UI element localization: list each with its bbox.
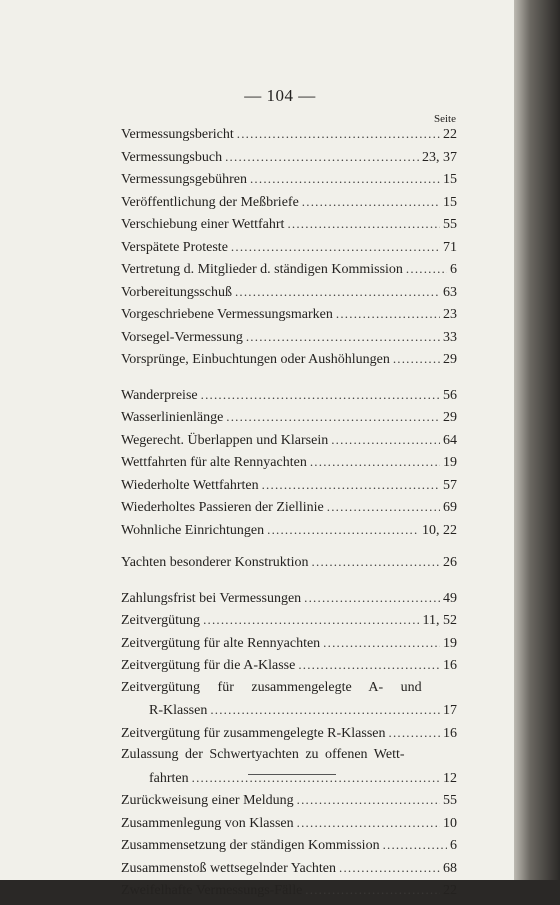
page-number: — 104 —	[244, 86, 316, 105]
index-entry	[121, 149, 457, 172]
index-entry	[121, 387, 457, 410]
entry-pages: 15	[443, 194, 457, 210]
index-entry	[121, 792, 457, 815]
entry-term: Wettfahrten für alte Rennyachten	[121, 455, 307, 470]
group-spacer	[121, 544, 457, 554]
leader-dots	[192, 770, 440, 786]
leader-dots	[336, 306, 440, 322]
entry-term: Wasserlinienlänge	[121, 410, 224, 425]
entry-term: Zulassung der Schwertyachten zu offenen Wett-	[121, 747, 405, 762]
entry-pages: 11, 52	[422, 613, 457, 628]
index-entry	[121, 522, 457, 545]
leader-dots	[393, 351, 440, 367]
index-entry	[121, 815, 457, 838]
entry-term: Zeitvergütung für die A-Klasse	[121, 658, 296, 673]
index-entry	[121, 306, 457, 329]
index-entry	[121, 612, 457, 635]
index-entry	[121, 837, 457, 860]
leader-dots	[203, 612, 419, 628]
index-entry	[121, 216, 457, 239]
entry-pages: 6	[450, 262, 457, 277]
leader-dots	[287, 216, 440, 232]
closing-rule	[248, 774, 336, 775]
entry-pages: 56	[443, 387, 457, 403]
entry-pages: 55	[443, 217, 457, 232]
index-entry	[121, 590, 457, 613]
entry-term: Zusammenlegung von Klassen	[121, 815, 294, 831]
entry-term: Vorbereitungsschuß	[121, 284, 232, 300]
index-entry	[121, 171, 457, 194]
index-entry	[121, 635, 457, 658]
entry-pages: 16	[443, 658, 457, 673]
leader-dots	[250, 171, 440, 187]
entry-term: Vorsegel-Vermessung	[121, 329, 243, 345]
leader-dots	[297, 815, 440, 831]
entry-pages: 55	[443, 793, 457, 808]
entry-term: Wiederholte Wettfahrten	[121, 477, 259, 493]
entry-pages: 12	[443, 770, 457, 786]
leader-dots	[406, 261, 447, 277]
index-entry	[121, 454, 457, 477]
index-entry	[121, 261, 457, 284]
leader-dots	[246, 329, 440, 345]
leader-dots	[327, 499, 440, 515]
entry-pages: 23, 37	[422, 149, 457, 165]
entry-term: Wanderpreise	[121, 387, 198, 403]
entry-term: Zeitvergütung für zusammengelegte R-Klassen	[121, 725, 386, 741]
leader-dots	[231, 239, 440, 255]
entry-term: Vermessungsgebühren	[121, 172, 247, 187]
index-entry	[121, 657, 457, 680]
index-entry	[121, 747, 457, 770]
index-entry	[121, 725, 457, 748]
entry-pages: 16	[443, 725, 457, 741]
entry-term: Wegerecht. Überlappen und Klarsein	[121, 432, 329, 448]
entry-pages: 49	[443, 590, 457, 606]
entry-term: Verschiebung einer Wettfahrt	[121, 217, 285, 232]
entry-pages: 22	[443, 127, 457, 142]
group-spacer	[121, 577, 457, 590]
index-entry	[121, 554, 457, 577]
index-entry	[121, 882, 457, 905]
entry-pages: 64	[443, 432, 457, 448]
entry-pages: 22	[443, 883, 457, 898]
entry-term: Zeitvergütung für zusammengelegte A- und	[121, 679, 422, 695]
index-entry	[121, 239, 457, 262]
leader-dots	[323, 635, 440, 651]
entry-term: Veröffentlichung der Meßbriefe	[121, 194, 299, 210]
entry-pages: 17	[443, 703, 457, 718]
entry-term: Wiederholtes Passieren der Ziellinie	[121, 500, 324, 515]
entry-term: Vermessungsbuch	[121, 149, 223, 165]
leader-dots	[305, 882, 440, 898]
entry-term: Zusammensetzung der ständigen Kommission	[121, 838, 380, 853]
entry-pages: 26	[443, 555, 457, 570]
leader-dots	[302, 194, 440, 210]
index-entry	[121, 477, 457, 500]
index-entry	[121, 860, 457, 883]
leader-dots	[225, 149, 419, 165]
entry-term: Zweifelhafte Vermessungs-Fälle	[121, 883, 303, 898]
leader-dots	[226, 409, 440, 425]
index-entry	[121, 194, 457, 217]
index-entry	[121, 351, 457, 374]
entry-term: Zeitvergütung	[121, 613, 201, 628]
entry-term: R-Klassen	[149, 703, 208, 718]
leader-dots	[383, 837, 447, 853]
entry-pages: 15	[443, 172, 457, 187]
index-entry	[121, 284, 457, 307]
index-list	[121, 126, 457, 905]
entry-term: Zeitvergütung für alte Rennyachten	[121, 635, 321, 651]
leader-dots	[237, 126, 440, 142]
entry-pages: 6	[450, 838, 457, 853]
page-gutter-shadow	[514, 0, 560, 880]
group-spacer	[121, 374, 457, 387]
leader-dots	[201, 387, 440, 403]
entry-pages: 23	[443, 307, 457, 322]
entry-term: Vorgeschriebene Vermessungsmarken	[121, 307, 333, 322]
entry-pages: 19	[443, 635, 457, 651]
entry-term: fahrten	[149, 770, 189, 786]
entry-term: Verspätete Proteste	[121, 239, 228, 255]
index-entry	[121, 680, 457, 703]
entry-pages: 63	[443, 284, 457, 300]
index-entry	[121, 126, 457, 149]
entry-term: Yachten besonderer Konstruktion	[121, 555, 309, 570]
index-entry-continuation	[121, 702, 457, 725]
index-entry-continuation	[121, 770, 457, 793]
entry-pages: 69	[443, 500, 457, 515]
leader-dots	[297, 792, 440, 808]
leader-dots	[339, 860, 440, 876]
leader-dots	[304, 590, 440, 606]
entry-pages: 29	[443, 352, 457, 367]
leader-dots	[312, 554, 440, 570]
leader-dots	[331, 432, 440, 448]
entry-pages: 29	[443, 410, 457, 425]
leader-dots	[235, 284, 440, 300]
entry-term: Vorsprünge, Einbuchtungen oder Aushöhlungen	[121, 352, 390, 367]
index-entry	[121, 499, 457, 522]
index-entry	[121, 329, 457, 352]
leader-dots	[310, 454, 440, 470]
index-entry	[121, 432, 457, 455]
entry-pages: 57	[443, 477, 457, 493]
leader-dots	[210, 702, 440, 718]
entry-term: Zusammenstoß wettsegelnder Yachten	[121, 860, 337, 876]
entry-pages: 10, 22	[422, 522, 457, 538]
entry-term: Wohnliche Einrichtungen	[121, 522, 265, 538]
entry-pages: 10	[443, 815, 457, 831]
entry-term: Vertretung d. Mitglieder d. ständigen Kommission	[121, 262, 403, 277]
entry-pages: 19	[443, 455, 457, 470]
column-header: Seite	[434, 113, 456, 125]
leader-dots	[389, 725, 441, 741]
entry-pages: 33	[443, 329, 457, 345]
leader-dots	[262, 477, 440, 493]
entry-term: Zahlungsfrist bei Vermessungen	[121, 590, 302, 606]
index-entry	[121, 409, 457, 432]
entry-pages: 68	[443, 860, 457, 876]
leader-dots	[267, 522, 419, 538]
entry-term: Zurückweisung einer Meldung	[121, 793, 294, 808]
entry-pages: 71	[443, 239, 457, 255]
leader-dots	[298, 657, 440, 673]
entry-term: Vermessungsbericht	[121, 127, 234, 142]
